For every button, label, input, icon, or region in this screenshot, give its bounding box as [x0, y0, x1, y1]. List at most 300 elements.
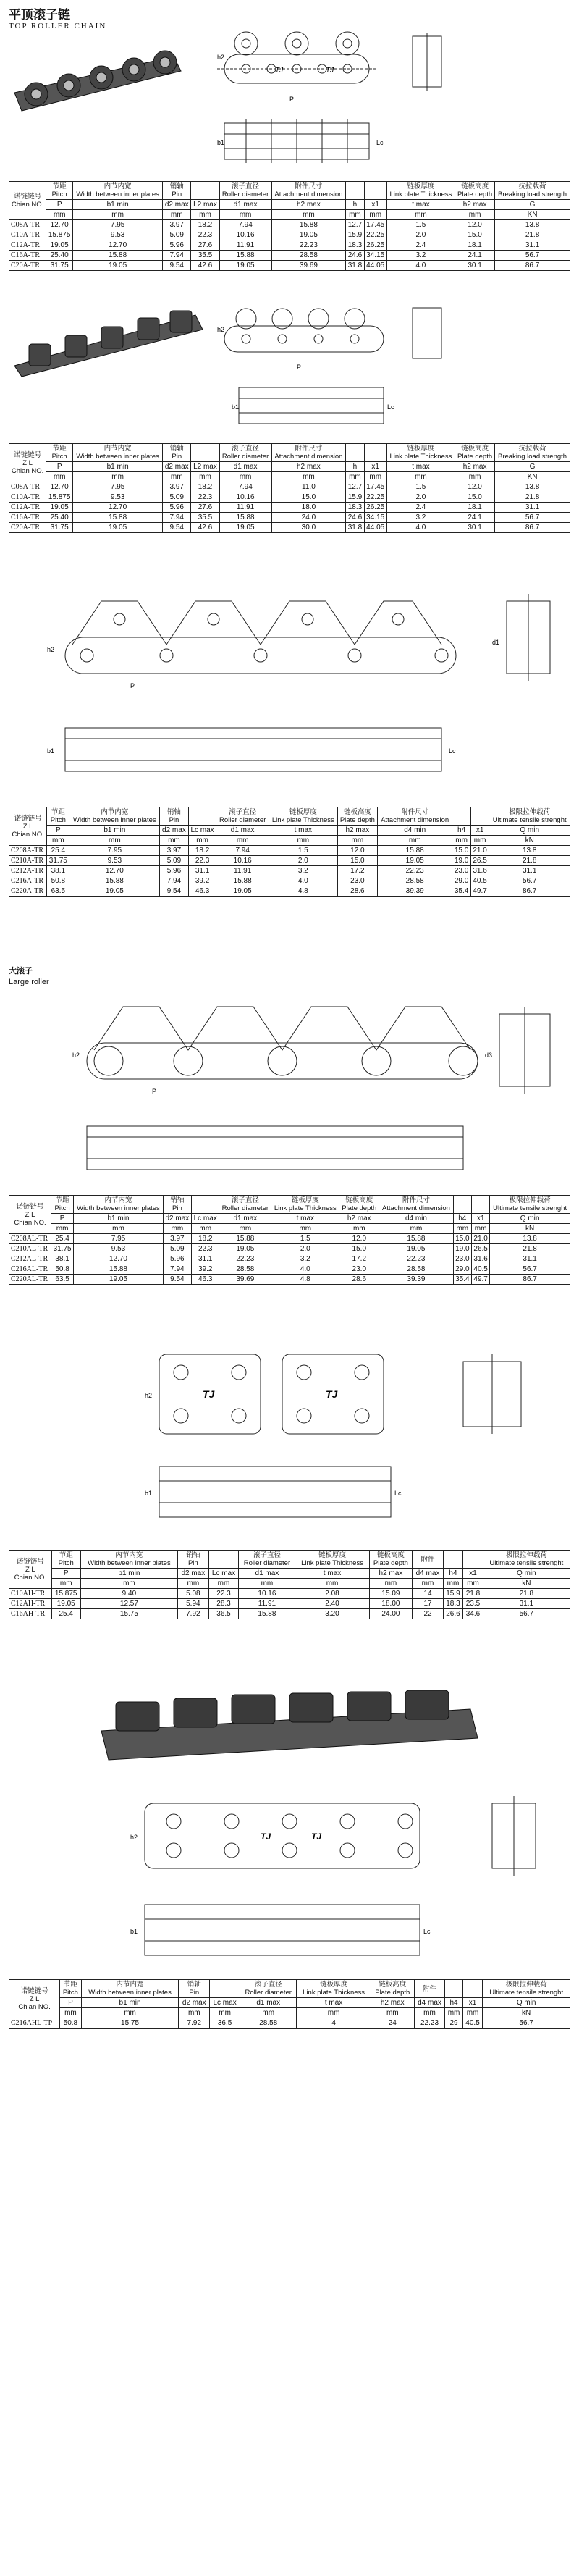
column-symbol: P [51, 1214, 74, 1224]
column-header-cn: 链板高度 [376, 1551, 405, 1559]
table-cell: 28.3 [208, 1599, 239, 1609]
table-cell: 5.94 [178, 1599, 208, 1609]
table-cell: 18.2 [191, 482, 219, 492]
table-row [9, 1599, 570, 1609]
table-cell: 18.3 [346, 240, 364, 251]
table-cell: 15.0 [339, 1244, 379, 1254]
column-unit: mm [60, 2008, 81, 2018]
column-header [443, 1551, 463, 1569]
column-header-en: Pitch [51, 453, 67, 461]
table-cell: 23.5 [463, 1599, 483, 1609]
column-symbol: b1 min [73, 200, 163, 210]
drawing-1-top [217, 109, 398, 174]
column-header-en: Width between inner plates [73, 816, 156, 824]
table-cell: 22.23 [414, 2018, 445, 2029]
column-header [271, 444, 346, 462]
column-header-en: Roller diameter [243, 1559, 291, 1567]
column-header [51, 1196, 74, 1214]
column-unit: mm [69, 836, 160, 846]
table-cell: 40.5 [470, 876, 489, 886]
table-cell: 26.25 [364, 503, 386, 513]
table-cell: 29.0 [453, 1264, 471, 1275]
column-header-cn: 链板厚度 [318, 1551, 347, 1559]
column-unit: mm [239, 1579, 295, 1589]
table-cell: 4 [297, 2018, 371, 2029]
dim-label: h2 [217, 54, 225, 61]
column-unit: mm [471, 1224, 489, 1234]
column-unit: mm [46, 210, 73, 220]
column-symbol: b1 min [81, 1998, 179, 2008]
column-unit: mm [346, 472, 364, 482]
column-header-cn: 滚子直径 [253, 1551, 281, 1559]
table-cell: 7.95 [74, 1234, 164, 1244]
table-cell: 19.05 [271, 230, 346, 240]
column-header-en: Width between inner plates [77, 1204, 160, 1212]
table-cell: 19.0 [452, 856, 471, 866]
table-cell: 5.08 [178, 1589, 208, 1599]
table-cell: 7.94 [163, 251, 191, 261]
column-unit: mm [364, 210, 386, 220]
table-cell: 19.05 [73, 523, 163, 533]
table-cell: 36.5 [208, 1609, 239, 1619]
table-cell: 7.94 [160, 876, 188, 886]
table-cell: 11.91 [216, 866, 269, 876]
chain-no-cell: C208AL-TR [9, 1234, 51, 1244]
chain-no-cn: 诺链链号 [16, 1202, 44, 1211]
header-row [9, 182, 570, 200]
dim-label: d3 [485, 1052, 493, 1059]
table-cell: 26.25 [364, 240, 386, 251]
table-cell: 14 [413, 1589, 443, 1599]
column-header-en: Roller diameter [245, 1989, 292, 1997]
table-cell: 39.2 [188, 876, 216, 886]
table-cell: 15.9 [346, 492, 364, 503]
column-unit: mm [378, 836, 452, 846]
chain-no-en: Chian NO. [12, 830, 44, 839]
table-cell: 56.7 [495, 251, 570, 261]
column-symbol: h4 [452, 826, 471, 836]
table-cell: 23.0 [339, 1264, 379, 1275]
drawing-2-front [217, 297, 456, 377]
column-header [178, 1551, 208, 1569]
table-cell: 42.6 [191, 261, 219, 271]
chain-no-cell: C216A-TR [9, 876, 47, 886]
table-cell: 12.70 [69, 866, 160, 876]
column-symbol: d1 max [239, 1569, 295, 1579]
chain-no-en: Chian NO. [11, 466, 44, 475]
column-symbol: L2 max [191, 462, 219, 472]
table-cell: 9.53 [73, 492, 163, 503]
column-symbol: b1 min [74, 1214, 164, 1224]
table-row [9, 230, 570, 240]
table-cell: 15.0 [453, 1234, 471, 1244]
table-cell: 26.6 [443, 1609, 463, 1619]
column-symbol: P [60, 1998, 81, 2008]
table-cell: 15.0 [452, 846, 471, 856]
column-symbol: d4 min [379, 1214, 453, 1224]
table-cell: 31.1 [495, 503, 570, 513]
column-symbol: x1 [463, 1569, 483, 1579]
column-unit: mm [163, 1224, 191, 1234]
column-header [191, 444, 219, 462]
table-cell: 30.0 [271, 523, 346, 533]
table-cell: 4.0 [271, 1264, 339, 1275]
column-unit: mm [160, 836, 188, 846]
column-symbol: b1 min [73, 462, 163, 472]
table-cell: 36.5 [210, 2018, 240, 2029]
dim-label: h2 [130, 1834, 138, 1841]
chain-no-mid: Z L [22, 822, 33, 831]
column-header-en: Ultimate tensile strenght [492, 816, 567, 824]
table-cell: 15.88 [73, 251, 163, 261]
table-row [9, 1609, 570, 1619]
table-cell: 12.70 [73, 503, 163, 513]
column-symbol: Lc max [188, 826, 216, 836]
table-cell: 12.70 [73, 240, 163, 251]
column-header-en: Plate depth [457, 453, 493, 461]
column-header-en: Ultimate tensile strenght [493, 1204, 567, 1212]
column-symbol: d1 max [216, 826, 269, 836]
table-cell: 4.0 [269, 876, 337, 886]
column-unit: mm [445, 2008, 462, 2018]
unit-row [9, 1579, 570, 1589]
table-cell: 35.5 [191, 513, 219, 523]
chain-no-en: Chian NO. [18, 2002, 51, 2011]
table-cell: 21.8 [495, 492, 570, 503]
chain-no-mid: Z L [25, 1565, 35, 1574]
column-header [495, 182, 570, 200]
table-cell: 15.875 [46, 230, 73, 240]
table-cell: 3.20 [295, 1609, 369, 1619]
dim-label: Lc [387, 403, 394, 411]
table-cell: 22.3 [191, 1244, 219, 1254]
column-unit: mm [178, 1579, 208, 1589]
table-cell: 28.58 [378, 876, 452, 886]
dim-label: P [130, 682, 135, 689]
table-cell: 31.6 [471, 1254, 489, 1264]
column-header [378, 807, 452, 826]
table-cell: 1.5 [271, 1234, 339, 1244]
table-cell: 12.7 [346, 482, 364, 492]
table-cell: 9.40 [80, 1589, 177, 1599]
column-unit: mm [51, 1224, 74, 1234]
page-subtitle: TOP ROLLER CHAIN [9, 22, 107, 30]
table-row [9, 1244, 570, 1254]
column-header-en: Pin [169, 816, 179, 824]
table-cell: 34.15 [364, 513, 386, 523]
column-symbol: h2 max [337, 826, 377, 836]
column-symbol: d2 max [160, 826, 188, 836]
table-cell: 19.05 [51, 1599, 80, 1609]
table-cell: 50.8 [47, 876, 69, 886]
table-cell: 63.5 [51, 1275, 74, 1285]
column-header-cn: 附件 [423, 1984, 437, 1993]
table-cell: 25.4 [51, 1609, 80, 1619]
chain-no-cell: C12AH-TR [9, 1599, 52, 1609]
column-header-cn: 节距 [59, 1551, 73, 1559]
table-cell: 86.7 [489, 886, 570, 897]
dim-label: P [297, 364, 302, 371]
column-header [210, 1980, 240, 1998]
header-row [9, 1551, 570, 1569]
dim-label: b1 [47, 747, 55, 755]
dim-label: Lc [394, 1490, 402, 1497]
table-cell: 15.875 [51, 1589, 80, 1599]
table-cell: 56.7 [495, 513, 570, 523]
column-unit: mm [163, 210, 191, 220]
chain-no-header [9, 1196, 51, 1234]
table-row [9, 503, 570, 513]
table-cell: 19.05 [46, 240, 73, 251]
table-cell: 3.2 [271, 1254, 339, 1264]
table-cell: 22 [413, 1609, 443, 1619]
chain-no-en: Chian NO. [14, 1218, 46, 1227]
column-unit: kN [489, 836, 570, 846]
chain-photo-6 [94, 1687, 485, 1782]
table-cell: 15.875 [46, 492, 73, 503]
column-header [188, 807, 216, 826]
table-cell: 31.1 [191, 1254, 219, 1264]
table-cell: 18.2 [191, 1234, 219, 1244]
table-cell: 50.8 [60, 2018, 81, 2029]
table-cell: 13.8 [490, 1234, 570, 1244]
table-cell: 4.8 [269, 886, 337, 897]
column-symbol: h2 max [339, 1214, 379, 1224]
column-symbol: d1 max [219, 1214, 271, 1224]
table-cell: 15.88 [219, 251, 271, 261]
column-header [414, 1980, 445, 1998]
column-symbol: d2 max [178, 1569, 208, 1579]
column-symbol: t max [295, 1569, 369, 1579]
table-cell: 3.97 [163, 482, 191, 492]
chain-no-cell: C212AL-TR [9, 1254, 51, 1264]
dim-label: P [290, 96, 295, 103]
column-header-en: Breaking load strength [498, 453, 567, 461]
table-cell: 22.3 [208, 1589, 239, 1599]
column-unit: mm [179, 2008, 210, 2018]
table-row [9, 1264, 570, 1275]
table-row [9, 240, 570, 251]
table-cell: 9.54 [163, 523, 191, 533]
column-header-cn: 滚子直径 [231, 1196, 259, 1204]
table-cell: 42.6 [191, 523, 219, 533]
column-unit: mm [216, 836, 269, 846]
table-cell: 31.8 [346, 261, 364, 271]
column-header-en: Plate depth [373, 1559, 408, 1567]
column-unit: mm [470, 836, 489, 846]
table-cell: 1.5 [386, 482, 455, 492]
column-symbol: d1 max [219, 200, 271, 210]
column-header [163, 182, 191, 200]
column-header-cn: 附件尺寸 [402, 1196, 430, 1204]
column-symbol: h2 max [455, 200, 495, 210]
column-header [371, 1980, 414, 1998]
table-row [9, 846, 570, 856]
table-cell: 4.0 [386, 261, 455, 271]
column-symbol: b1 min [80, 1569, 177, 1579]
table-cell: 18.3 [443, 1599, 463, 1609]
spec-table-5 [9, 1550, 570, 1619]
column-header [452, 807, 471, 826]
table-cell: 9.53 [74, 1244, 164, 1254]
table-cell: 3.2 [386, 251, 455, 261]
table-cell: 39.39 [379, 1275, 453, 1285]
column-header [73, 182, 163, 200]
column-header-en: Pin [189, 1989, 200, 1997]
column-header [219, 182, 271, 200]
drawing-4-top [72, 1115, 507, 1180]
column-unit: mm [371, 2008, 414, 2018]
column-symbol: b1 min [69, 826, 160, 836]
table-cell: 5.96 [163, 240, 191, 251]
column-symbol: d4 max [414, 1998, 445, 2008]
table-cell: 12.70 [46, 220, 73, 230]
symbol-row [9, 1569, 570, 1579]
column-header [80, 1551, 177, 1569]
chain-no-cell: C12A-TR [9, 503, 46, 513]
column-unit: mm [46, 472, 73, 482]
table-cell: 26.5 [470, 856, 489, 866]
column-header-cn: 销轴 [170, 1196, 185, 1204]
table-cell: 7.94 [216, 846, 269, 856]
drawing-5-side [449, 1354, 543, 1434]
column-header [483, 1980, 570, 1998]
tj-mark: TJ [261, 1832, 271, 1842]
table-cell: 5.96 [160, 866, 188, 876]
table-cell: 15.88 [216, 876, 269, 886]
header-row [9, 807, 570, 826]
table-row [9, 2018, 570, 2029]
column-header-en: Roller diameter [219, 816, 266, 824]
column-header-cn: 销轴 [186, 1551, 200, 1559]
column-unit: mm [462, 2008, 483, 2018]
column-header [51, 1551, 80, 1569]
table-cell: 2.4 [386, 503, 455, 513]
header-row [9, 444, 570, 462]
chain-no-cell: C12A-TR [9, 240, 46, 251]
column-unit: mm [339, 1224, 379, 1234]
table-cell: 15.75 [80, 1609, 177, 1619]
column-header [295, 1551, 369, 1569]
column-header [462, 1980, 483, 1998]
table-cell: 56.7 [483, 1609, 570, 1619]
column-header [269, 807, 337, 826]
spec-table-6 [9, 1979, 570, 2029]
column-header-cn: 附件尺寸 [295, 445, 323, 453]
dim-label: Lc [423, 1928, 431, 1935]
column-symbol: h2 max [271, 462, 346, 472]
column-header-cn: 链板高度 [343, 808, 371, 816]
column-header [73, 444, 163, 462]
column-header [453, 1196, 471, 1214]
column-unit: mm [208, 1579, 239, 1589]
column-header-en: Roller diameter [221, 190, 269, 198]
column-unit: mm [219, 210, 271, 220]
tj-mark: TJ [326, 1388, 338, 1400]
column-header [369, 1551, 413, 1569]
column-header-cn: 极限拉伸载荷 [505, 1981, 547, 1989]
column-unit: mm [463, 1579, 483, 1589]
table-cell: 35.5 [191, 251, 219, 261]
column-unit: mm [51, 1579, 80, 1589]
column-header-cn: 内节内宽 [104, 1196, 132, 1204]
table-cell: 7.94 [219, 220, 271, 230]
symbol-row [9, 1214, 570, 1224]
table-cell: 25.40 [46, 251, 73, 261]
table-cell: 23.0 [452, 866, 471, 876]
table-cell: 4.8 [271, 1275, 339, 1285]
column-unit: KN [495, 210, 570, 220]
column-header-en: Link plate Thickness [271, 816, 334, 824]
table-cell: 49.7 [470, 886, 489, 897]
column-header-en: Pin [172, 190, 182, 198]
large-roller-caption-en: Large roller [9, 978, 49, 986]
column-symbol: P [47, 826, 69, 836]
chain-photo-2 [7, 301, 210, 380]
column-symbol: P [46, 462, 73, 472]
column-unit: KN [495, 472, 570, 482]
table-cell: 7.92 [179, 2018, 210, 2029]
column-header-en: Pitch [62, 1989, 78, 1997]
table-cell: 19.05 [379, 1244, 453, 1254]
table-cell: 29.0 [452, 876, 471, 886]
table-cell: 39.69 [219, 1275, 271, 1285]
unit-row [9, 1224, 570, 1234]
table-cell: 23.0 [453, 1254, 471, 1264]
table-cell: 21.8 [483, 1589, 570, 1599]
table-cell: 9.54 [163, 261, 191, 271]
column-symbol: Q min [490, 1214, 570, 1224]
table-cell: 3.2 [386, 513, 455, 523]
chain-no-cell: C08A-TR [9, 482, 46, 492]
column-symbol: d1 max [219, 462, 271, 472]
table-cell: 7.94 [163, 1264, 191, 1275]
drawing-6-front [130, 1789, 463, 1883]
column-symbol: d4 max [413, 1569, 443, 1579]
table-cell: 9.54 [160, 886, 188, 897]
table-cell: 2.0 [386, 230, 455, 240]
column-unit: mm [191, 472, 219, 482]
chain-no-cell: C212A-TR [9, 866, 47, 876]
column-symbol: d2 max [163, 462, 191, 472]
table-cell: 22.3 [191, 492, 219, 503]
table-cell: 18.2 [191, 220, 219, 230]
table-cell: 28.6 [337, 886, 377, 897]
column-header [297, 1980, 371, 1998]
column-header-cn: 链板高度 [461, 182, 489, 190]
column-header [413, 1551, 443, 1569]
column-header-en: Pin [187, 1559, 198, 1567]
chain-no-cn: 诺链链号 [16, 1557, 44, 1566]
column-unit: mm [210, 2008, 240, 2018]
column-header-en: Attachment dimension [381, 1204, 450, 1212]
dim-label: h2 [145, 1392, 153, 1399]
column-header-cn: 附件 [420, 1555, 435, 1564]
column-header [60, 1980, 81, 1998]
column-header [489, 807, 570, 826]
table-cell: 46.3 [191, 1275, 219, 1285]
table-cell: 15.88 [378, 846, 452, 856]
table-cell: 3.97 [163, 1234, 191, 1244]
table-cell: 12.70 [46, 482, 73, 492]
table-cell: 10.16 [219, 230, 271, 240]
column-header [160, 807, 188, 826]
table-cell: 21.8 [463, 1589, 483, 1599]
unit-row [9, 2008, 570, 2018]
table-cell: 15.88 [219, 1234, 271, 1244]
column-symbol: t max [271, 1214, 339, 1224]
table-cell: 34.6 [463, 1609, 483, 1619]
